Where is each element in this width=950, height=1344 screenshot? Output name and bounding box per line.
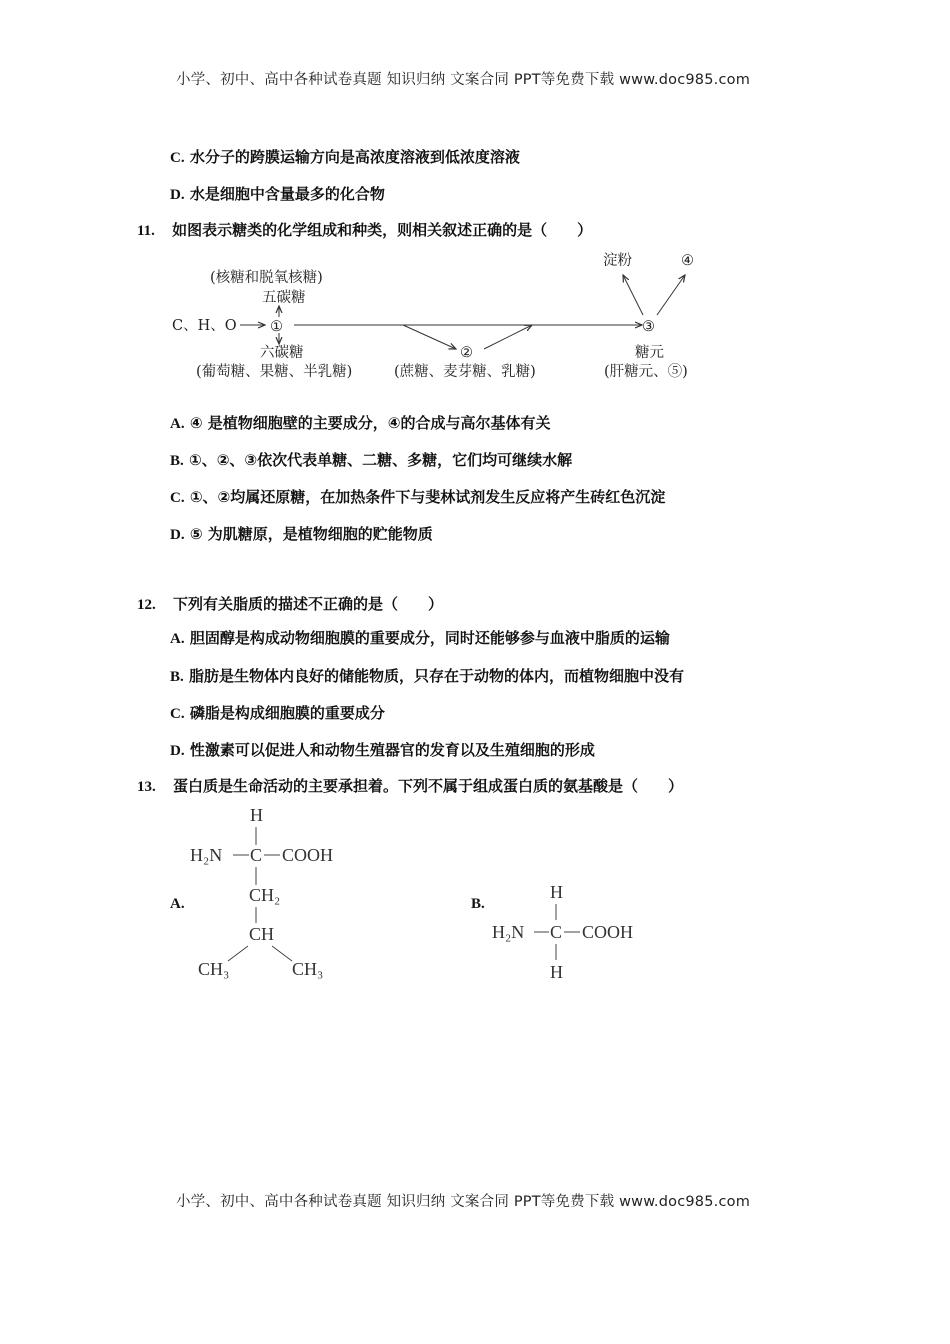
question-number: 11. xyxy=(137,223,155,239)
option-letter: B. xyxy=(170,669,184,685)
option-letter: C. xyxy=(170,706,185,722)
option-text: 性激素可以促进人和动物生殖器官的发育以及生殖细胞的形成 xyxy=(189,741,595,759)
option-text: ①、②均属还原糖，在加热条件下与斐林试剂发生反应将产生砖红色沉淀 xyxy=(189,488,666,506)
question-number: 13. xyxy=(137,779,156,795)
hexose-examples: (葡萄糖、果糖、半乳糖) xyxy=(196,364,353,380)
a-ch: CH xyxy=(249,924,275,944)
q11-option-d xyxy=(170,523,433,544)
option-letter: C. xyxy=(170,150,185,166)
glycogen-examples: (肝糖元、⑤) xyxy=(604,364,688,380)
q11-stem xyxy=(137,219,592,240)
question-text: 蛋白质是生命活动的主要承担着。下列不属于组成蛋白质的氨基酸是（ ） xyxy=(172,777,683,795)
option-text: 水是细胞中含量最多的化合物 xyxy=(189,185,385,203)
option-letter: A. xyxy=(170,416,185,432)
option-text: ④ 是植物细胞壁的主要成分，④的合成与高尔基体有关 xyxy=(189,414,551,432)
page-footer: 小学、初中、高中各种试卷真题 知识归纳 文案合同 PPT等免费下载 www.doc985.com xyxy=(176,1194,751,1210)
q10-option-d xyxy=(170,183,385,204)
q13-stem xyxy=(137,775,683,796)
a-amino: H₂N xyxy=(190,845,223,865)
bond xyxy=(228,946,248,961)
option-letter: C. xyxy=(170,490,185,506)
q13-option-b-letter: B. xyxy=(471,896,485,912)
pentose-examples: (核糖和脱氧核糖) xyxy=(210,270,323,286)
b-top-h: H xyxy=(550,882,563,902)
option-letter: D. xyxy=(170,187,185,203)
q13-option-a-letter: A. xyxy=(170,896,185,912)
starch-label: 淀粉 xyxy=(603,253,632,269)
disaccharide-examples: (蔗糖、麦芽糖、乳糖) xyxy=(394,364,536,380)
node-2: ② xyxy=(460,345,473,361)
a-top-h: H xyxy=(250,805,263,825)
a-carboxyl: COOH xyxy=(282,845,334,865)
q12-option-b xyxy=(170,665,684,686)
q12-stem xyxy=(137,593,443,614)
a-methyl-left: CH₃ xyxy=(198,959,230,979)
a-methyl-right: CH₃ xyxy=(292,959,324,979)
b-carbon: C xyxy=(550,922,563,942)
pentose-label: 五碳糖 xyxy=(262,290,306,306)
elements-label: C、H、O xyxy=(172,318,237,334)
arrow-3-to-4 xyxy=(657,275,685,315)
bond xyxy=(272,946,292,961)
page-header: 小学、初中、高中各种试卷真题 知识归纳 文案合同 PPT等免费下载 www.doc985.com xyxy=(176,72,751,88)
option-b-structure xyxy=(490,878,660,988)
q12-option-c xyxy=(170,702,385,723)
q12-option-d xyxy=(170,739,595,760)
node-4: ④ xyxy=(681,253,694,269)
q11-option-b xyxy=(170,449,572,470)
option-text: 胆固醇是构成动物细胞膜的重要成分，同时还能够参与血液中脂质的运输 xyxy=(189,629,670,647)
question-number: 12. xyxy=(137,597,156,613)
q10-option-c xyxy=(170,146,520,167)
option-letter: A. xyxy=(170,631,185,647)
option-text: 水分子的跨膜运输方向是高浓度溶液到低浓度溶液 xyxy=(189,148,520,166)
sugar-classification-diagram xyxy=(160,245,720,385)
option-letter: D. xyxy=(170,527,185,543)
arrow-3-to-starch xyxy=(623,275,643,315)
option-text: ⑤ 为肌糖原，是植物细胞的贮能物质 xyxy=(189,525,433,543)
option-text: 磷脂是构成细胞膜的重要成分 xyxy=(189,704,385,722)
option-letter: B. xyxy=(170,453,184,469)
option-text: 脂肪是生物体内良好的储能物质，只存在于动物的体内，而植物细胞中没有 xyxy=(189,667,685,685)
b-bottom-h: H xyxy=(550,962,563,982)
question-text: 如图表示糖类的化学组成和种类，则相关叙述正确的是（ ） xyxy=(172,221,593,239)
question-text: 下列有关脂质的描述不正确的是（ ） xyxy=(172,595,443,613)
q12-option-a xyxy=(170,627,670,648)
option-a-structure xyxy=(188,803,368,983)
a-carbon: C xyxy=(250,845,263,865)
arrow-to-2 xyxy=(403,325,456,349)
node-1: ① xyxy=(270,319,283,335)
hexose-label: 六碳糖 xyxy=(260,345,304,361)
option-text: ①、②、③依次代表单糖、二糖、多糖，它们均可继续水解 xyxy=(189,451,573,469)
b-carboxyl: COOH xyxy=(582,922,634,942)
arrow-2-to-3 xyxy=(484,325,532,349)
q11-option-a xyxy=(170,412,550,433)
option-letter: D. xyxy=(170,743,185,759)
a-ch2: CH₂ xyxy=(249,885,281,905)
glycogen-label: 糖元 xyxy=(635,345,664,361)
b-amino: H₂N xyxy=(492,922,525,942)
q11-option-c xyxy=(170,486,665,507)
node-3: ③ xyxy=(642,319,655,335)
